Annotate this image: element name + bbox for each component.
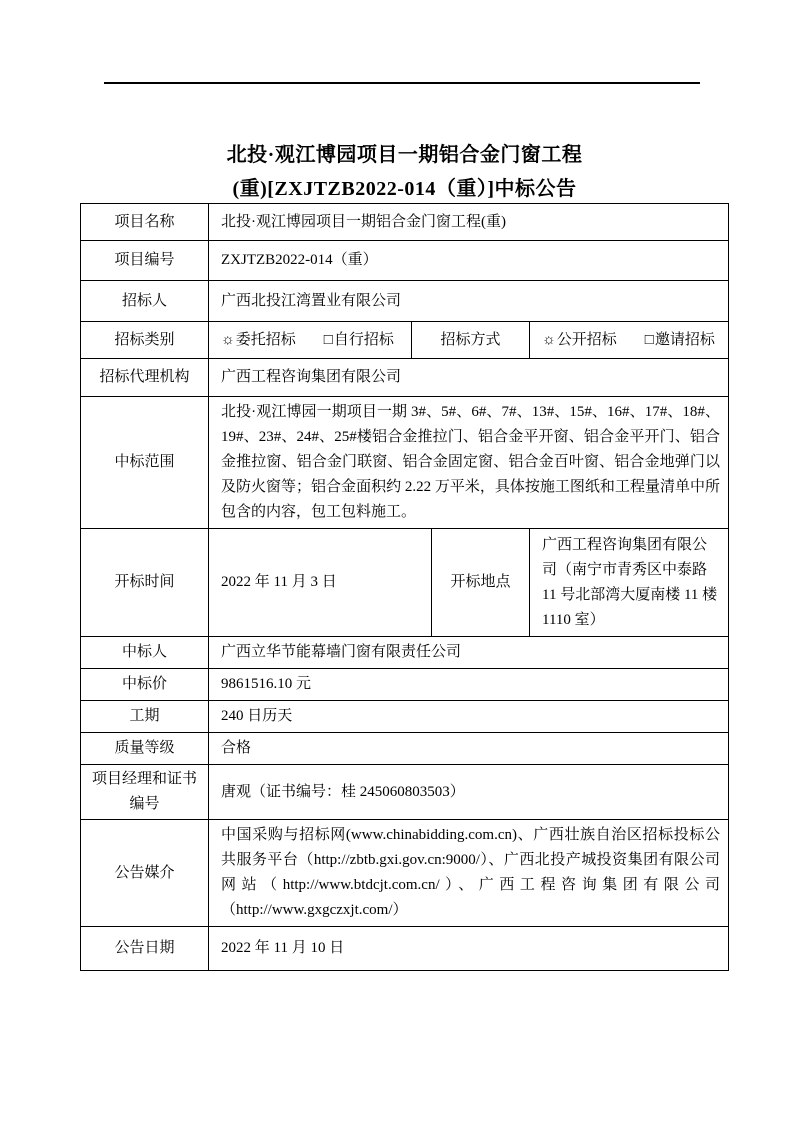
selected-radio-icon: ☼ [221,331,235,348]
row-quality [81,732,728,764]
row-project-code [81,240,728,280]
checkbox-icon: □ [323,331,333,348]
announce-date-value: 2022 年 11 月 10 日 [208,927,728,970]
scope-label: 中标范围 [114,454,175,470]
option-invite-label: 邀请招标 [654,331,715,348]
selected-radio-icon: ☼ [542,331,556,348]
row-bid-opening [81,528,728,636]
project-name-label: 项目名称 [114,213,175,230]
opening-time-value: 2022 年 11 月 3 日 [208,529,431,636]
option-self [324,328,394,353]
price-value: 9861516.10 元 [208,669,728,700]
scope-value: 北投·观江博园一期项目一期 3#、5#、6#、7#、13#、15#、16#、17#、18#、19#、23#、24#、25#楼铝合金推拉门、铝合金平开窗、铝合金平开门、铝合金推拉窗、铝合金门联窗、铝合金固定窗、铝合金百叶窗、铝合金地弹门以及防火窗等；铝合金面积约 2.22 万平米，具体按施工图纸和工程量清单中所包含的内容，包工包料施工。 [208,397,728,528]
option-open [542,328,617,353]
announce-date-label: 公告日期 [114,940,175,956]
duration-label: 工期 [129,708,160,724]
row-project-name [81,204,728,240]
announcement-table [80,203,729,971]
opening-place-value: 广西工程咨询集团有限公司（南宁市青秀区中泰路 11 号北部湾大厦南楼 11 楼 1110 室） [529,529,728,636]
tender-method-options [529,322,728,358]
duration-value: 240 日历天 [208,701,728,732]
row-winner [81,636,728,668]
manager-label: 项目经理和证书编号 [91,771,197,812]
tenderee-label: 招标人 [121,292,167,309]
price-label: 中标价 [121,676,167,692]
opening-place-label: 开标地点 [431,529,529,636]
project-code-value: ZXJTZB2022-014（重） [208,241,728,280]
quality-value: 合格 [208,733,728,764]
row-tenderee [81,280,728,321]
winner-label: 中标人 [121,644,167,660]
option-invite [645,328,715,353]
agency-label: 招标代理机构 [99,369,190,385]
row-media [81,819,728,926]
media-value: 中国采购与招标网(www.chinabidding.com.cn)、广西壮族自治区招标投标公共服务平台（http://zbtb.gxi.gov.cn:9000/）、广西北投产城投资集团有限公司网站（http://www.btdcjt.com.cn/）、广西工程咨询集团有限公司（http://www.gxgczxjt.com/） [208,820,728,926]
opening-time-label: 开标时间 [114,574,175,590]
checkbox-icon: □ [644,331,654,348]
title-line-2: (重)[ZXJTZB2022-014（重）]中标公告 [232,178,577,200]
tender-category-options [208,322,411,358]
title-line-1: 北投·观江博园项目一期铝合金门窗工程 [226,144,583,166]
media-label: 公告媒介 [114,864,175,881]
row-agency [81,358,728,396]
tender-method-label: 招标方式 [411,322,529,358]
document-title [80,138,729,206]
row-duration [81,700,728,732]
project-name-value: 北投·观江博园项目一期铝合金门窗工程(重) [208,204,728,240]
winner-value: 广西立华节能幕墙门窗有限责任公司 [208,637,728,668]
row-announce-date [81,926,728,970]
header-rule [104,82,700,84]
option-open-label: 公开招标 [556,331,617,348]
option-delegated [221,328,296,353]
tender-category-label: 招标类别 [114,331,175,348]
row-price [81,668,728,700]
option-delegated-label: 委托招标 [235,331,296,348]
row-tender-category [81,321,728,358]
tenderee-value: 广西北投江湾置业有限公司 [208,281,728,321]
manager-value: 唐观（证书编号：桂 245060803503） [208,765,728,819]
row-scope [81,396,728,528]
agency-value: 广西工程咨询集团有限公司 [208,359,728,396]
option-self-label: 自行招标 [333,331,394,348]
row-manager [81,764,728,819]
project-code-label: 项目编号 [114,252,175,268]
quality-label: 质量等级 [114,740,175,756]
